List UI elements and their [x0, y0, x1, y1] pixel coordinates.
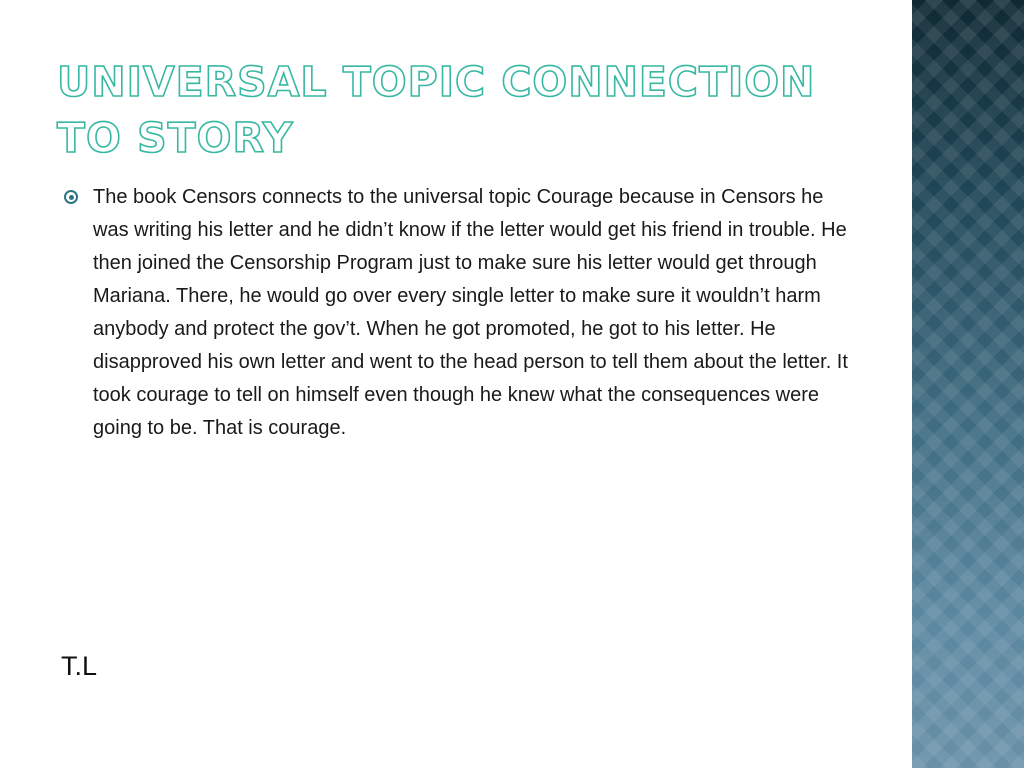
bullet-item: [62, 181, 862, 445]
circle-bullet-icon: [64, 190, 78, 204]
bullet-text: The book Censors connects to the universal topic Courage because in Censors he was writing his letter and he didn’t know if the letter would get his friend in trouble. He then joined the Censorship Program just to make sure his letter would get through Mariana. There, he would go over every single letter to make sure it wouldn’t harm anybody and protect the gov’t. When he got promoted, he got to his letter. He disapproved his own letter and went to the head person to tell them about the letter. It took courage to tell on himself even though he knew what the consequences were going to be. That is courage.: [93, 186, 848, 439]
author-initials: T.L: [61, 651, 98, 681]
decorative-side-panel: [912, 0, 1024, 768]
slide-title: UNIVERSAL TOPIC CONNECTION TO STORY: [57, 58, 816, 162]
bullet-list: [62, 181, 862, 445]
